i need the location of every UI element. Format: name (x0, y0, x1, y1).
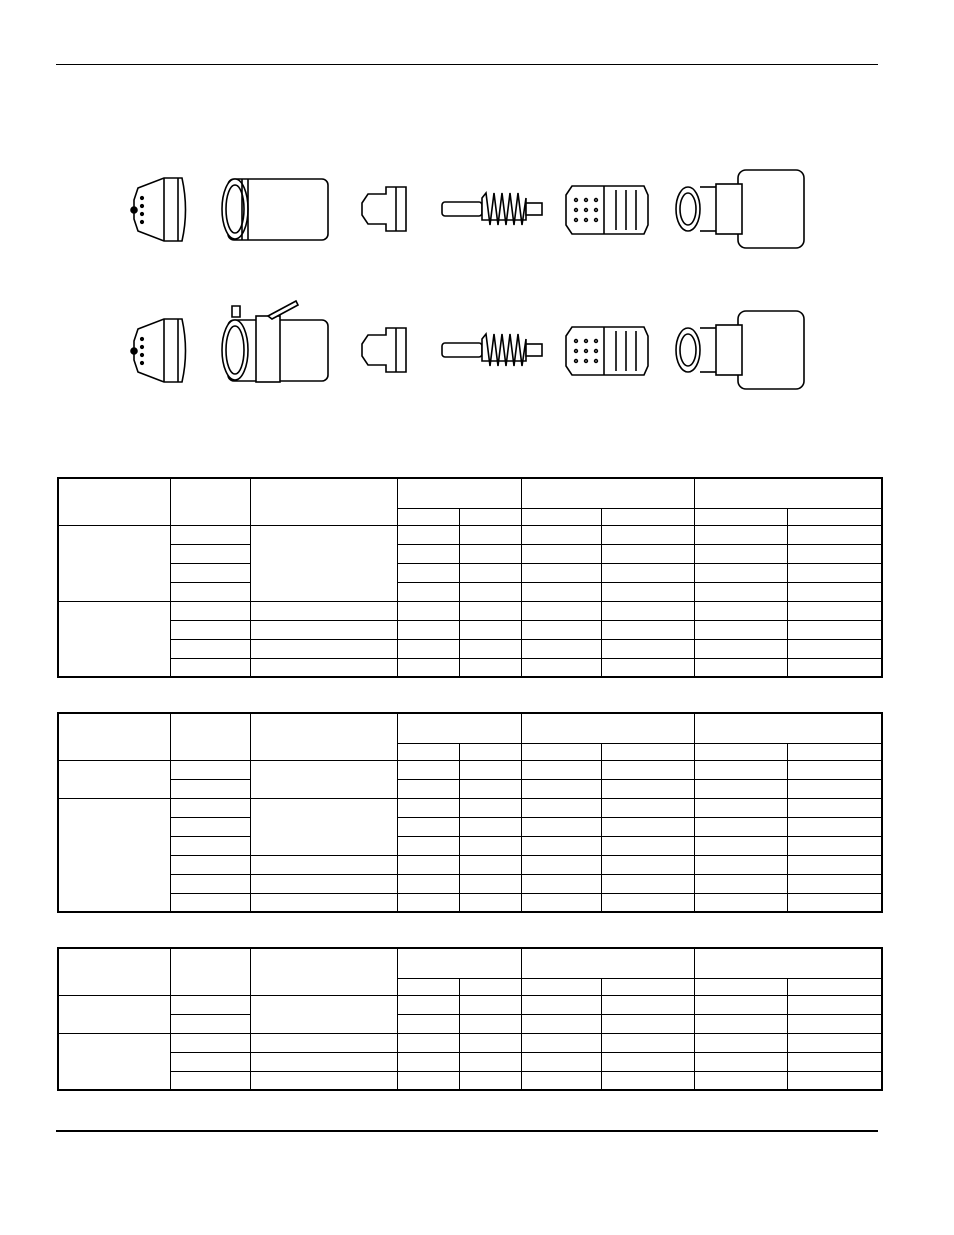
table-cell (58, 760, 170, 798)
table-cell (694, 995, 787, 1014)
table-cell (250, 760, 397, 798)
table-cell (787, 1014, 882, 1033)
torch-body-icon (676, 311, 804, 389)
table-cell (521, 1052, 601, 1071)
table-cell (397, 582, 459, 601)
table-cell (601, 995, 694, 1014)
table-cell (694, 1014, 787, 1033)
table-cell (694, 582, 787, 601)
swirl-ring-icon (566, 186, 648, 234)
table-cell (170, 1014, 250, 1033)
table-cell (250, 1052, 397, 1071)
table-cell (787, 1033, 882, 1052)
table-cell (250, 525, 397, 601)
table-header-row (58, 478, 882, 508)
table-cell (521, 743, 601, 760)
electrode-tip-icon (362, 328, 406, 372)
table-cell (694, 658, 787, 677)
electrode-tip-icon (362, 187, 406, 231)
table-cell (521, 760, 601, 779)
table-cell (397, 948, 521, 978)
table-cell (459, 1014, 521, 1033)
table-cell (694, 601, 787, 620)
table-cell (250, 601, 397, 620)
table-cell (58, 995, 170, 1033)
table-cell (787, 639, 882, 658)
table-cell (694, 508, 787, 525)
table-cell (694, 525, 787, 544)
table-row (58, 798, 882, 817)
table-cell (170, 582, 250, 601)
table-cell (601, 582, 694, 601)
cut-chart-table-3 (57, 947, 883, 1091)
table-cell (170, 760, 250, 779)
table-cell (397, 544, 459, 563)
table-cell (397, 836, 459, 855)
table-cell (170, 1071, 250, 1090)
table-cell (601, 760, 694, 779)
table-cell (459, 798, 521, 817)
table-cell (170, 620, 250, 639)
table-cell (601, 1071, 694, 1090)
table-cell (601, 658, 694, 677)
table-cell (459, 658, 521, 677)
table-row (58, 620, 882, 639)
table-cell (58, 1033, 170, 1090)
table-cell (521, 620, 601, 639)
table-row (58, 1014, 882, 1033)
table-cell (250, 855, 397, 874)
table-cell (787, 1052, 882, 1071)
table-cell (521, 995, 601, 1014)
table-cell (694, 779, 787, 798)
table-cell (601, 563, 694, 582)
table-cell (397, 743, 459, 760)
table-cell (397, 817, 459, 836)
table-cell (397, 995, 459, 1014)
table-header-row (58, 713, 882, 743)
table-cell (787, 743, 882, 760)
table-cell (397, 779, 459, 798)
table-cell (787, 525, 882, 544)
table-cell (397, 525, 459, 544)
table-cell (397, 893, 459, 912)
table-cell (459, 620, 521, 639)
table-cell (459, 743, 521, 760)
table-cell (601, 639, 694, 658)
table-cell (459, 817, 521, 836)
retaining-cap-with-switch-icon (222, 301, 328, 382)
table-cell (58, 525, 170, 601)
table-cell (694, 544, 787, 563)
table-cell (250, 1071, 397, 1090)
table-cell (170, 779, 250, 798)
table-row (58, 563, 882, 582)
table-cell (170, 995, 250, 1014)
table-cell (787, 582, 882, 601)
nozzle-icon (131, 178, 186, 241)
table-row (58, 639, 882, 658)
torch-body-icon (676, 170, 804, 248)
table-cell (521, 525, 601, 544)
table-cell (787, 544, 882, 563)
table-cell (250, 1033, 397, 1052)
table-cell (170, 798, 250, 817)
table-cell (170, 713, 250, 760)
table-cell (250, 948, 397, 995)
table-cell (459, 855, 521, 874)
table-cell (521, 1033, 601, 1052)
table-cell (521, 639, 601, 658)
table-cell (170, 874, 250, 893)
table-cell (601, 874, 694, 893)
table-cell (521, 798, 601, 817)
table-cell (170, 948, 250, 995)
table-row (58, 817, 882, 836)
table-row (58, 582, 882, 601)
table-cell (787, 779, 882, 798)
table-cell (250, 874, 397, 893)
table-cell (601, 525, 694, 544)
table-cell (694, 978, 787, 995)
table-cell (397, 1071, 459, 1090)
table-cell (170, 893, 250, 912)
table-cell (459, 836, 521, 855)
table-cell (170, 855, 250, 874)
table-row (58, 1052, 882, 1071)
table-cell (397, 658, 459, 677)
table-cell (521, 544, 601, 563)
table-cell (58, 601, 170, 677)
table-cell (787, 620, 882, 639)
table-cell (521, 713, 694, 743)
table-cell (397, 508, 459, 525)
table-cell (694, 743, 787, 760)
table-cell (521, 779, 601, 798)
table-cell (694, 836, 787, 855)
table-cell (170, 639, 250, 658)
footer-rule (56, 1130, 878, 1132)
table-cell (397, 798, 459, 817)
table-cell (694, 1033, 787, 1052)
table-cell (601, 798, 694, 817)
table-cell (521, 478, 694, 508)
table-cell (521, 582, 601, 601)
table-cell (601, 544, 694, 563)
swirl-ring-icon (566, 327, 648, 375)
table-cell (170, 1033, 250, 1052)
table-cell (397, 478, 521, 508)
table-cell (787, 978, 882, 995)
table-cell (397, 978, 459, 995)
table-cell (694, 620, 787, 639)
table-cell (787, 760, 882, 779)
table-cell (521, 874, 601, 893)
table-cell (787, 508, 882, 525)
table-cell (521, 978, 601, 995)
table-cell (459, 601, 521, 620)
table-cell (694, 855, 787, 874)
table-cell (694, 948, 882, 978)
table-cell (250, 893, 397, 912)
table-cell (787, 601, 882, 620)
table-cell (459, 995, 521, 1014)
table-cell (58, 798, 170, 912)
table-cell (694, 563, 787, 582)
table-cell (250, 639, 397, 658)
table-cell (521, 601, 601, 620)
table-row (58, 874, 882, 893)
table-cell (521, 563, 601, 582)
table-cell (459, 1033, 521, 1052)
table-cell (601, 508, 694, 525)
table-cell (601, 978, 694, 995)
table-row (58, 1071, 882, 1090)
table-cell (58, 948, 170, 995)
table-cell (459, 893, 521, 912)
cut-chart-table-2 (57, 712, 883, 913)
table-header-row (58, 948, 882, 978)
table-cell (694, 713, 882, 743)
retaining-cap-icon (222, 179, 328, 240)
table-cell (459, 779, 521, 798)
table-cell (250, 658, 397, 677)
table-cell (459, 525, 521, 544)
table-cell (694, 1071, 787, 1090)
table-cell (787, 658, 882, 677)
table-cell (459, 639, 521, 658)
table-row (58, 760, 882, 779)
electrode-icon (442, 334, 542, 366)
table-cell (521, 836, 601, 855)
table-cell (170, 478, 250, 525)
table-cell (459, 1071, 521, 1090)
table-cell (694, 817, 787, 836)
table-cell (601, 1014, 694, 1033)
table-cell (787, 563, 882, 582)
table-cell (459, 874, 521, 893)
table-cell (397, 620, 459, 639)
table-cell (787, 817, 882, 836)
table-cell (787, 798, 882, 817)
table-cell (397, 1014, 459, 1033)
table-cell (601, 1033, 694, 1052)
table-cell (787, 995, 882, 1014)
table-cell (521, 893, 601, 912)
table-cell (250, 995, 397, 1033)
table-cell (397, 1052, 459, 1071)
table-cell (694, 893, 787, 912)
table-cell (459, 978, 521, 995)
table-cell (459, 1052, 521, 1071)
table-cell (787, 836, 882, 855)
table-cell (694, 874, 787, 893)
table-cell (694, 639, 787, 658)
table-cell (397, 760, 459, 779)
table-cell (170, 817, 250, 836)
table-row (58, 836, 882, 855)
table-cell (601, 855, 694, 874)
table-cell (397, 713, 521, 743)
table-cell (58, 713, 170, 760)
table-cell (601, 836, 694, 855)
table-cell (170, 525, 250, 544)
table-cell (459, 563, 521, 582)
table-row (58, 1033, 882, 1052)
table-cell (601, 817, 694, 836)
electrode-icon (442, 193, 542, 225)
table-cell (521, 1071, 601, 1090)
table-cell (170, 1052, 250, 1071)
table-cell (397, 639, 459, 658)
table-cell (250, 713, 397, 760)
table-cell (459, 508, 521, 525)
table-cell (601, 620, 694, 639)
table-row (58, 544, 882, 563)
table-cell (601, 601, 694, 620)
table-cell (459, 760, 521, 779)
table-cell (521, 658, 601, 677)
table-cell (601, 779, 694, 798)
table-cell (521, 817, 601, 836)
table-row (58, 779, 882, 798)
table-cell (521, 855, 601, 874)
table-cell (787, 893, 882, 912)
table-cell (601, 1052, 694, 1071)
table-cell (170, 601, 250, 620)
table-cell (250, 478, 397, 525)
table-row (58, 995, 882, 1014)
table-row (58, 601, 882, 620)
table-cell (787, 1071, 882, 1090)
table-cell (601, 893, 694, 912)
nozzle-icon (131, 319, 186, 382)
table-cell (170, 836, 250, 855)
consumable-parts-illustration (0, 0, 954, 420)
table-cell (397, 855, 459, 874)
table-cell (521, 948, 694, 978)
table-cell (170, 563, 250, 582)
table-row (58, 893, 882, 912)
table-row (58, 658, 882, 677)
table-cell (521, 1014, 601, 1033)
table-cell (397, 1033, 459, 1052)
table-cell (694, 1052, 787, 1071)
table-cell (397, 601, 459, 620)
table-row (58, 525, 882, 544)
table-cell (397, 874, 459, 893)
table-row (58, 855, 882, 874)
table-cell (397, 563, 459, 582)
table-cell (694, 760, 787, 779)
table-cell (787, 855, 882, 874)
table-cell (170, 658, 250, 677)
table-cell (170, 544, 250, 563)
cut-chart-table-1 (57, 477, 883, 678)
table-cell (58, 478, 170, 525)
table-cell (459, 544, 521, 563)
table-cell (250, 798, 397, 855)
table-cell (694, 798, 787, 817)
table-cell (521, 508, 601, 525)
table-cell (601, 743, 694, 760)
table-cell (459, 582, 521, 601)
table-cell (250, 620, 397, 639)
table-cell (787, 874, 882, 893)
table-cell (694, 478, 882, 508)
